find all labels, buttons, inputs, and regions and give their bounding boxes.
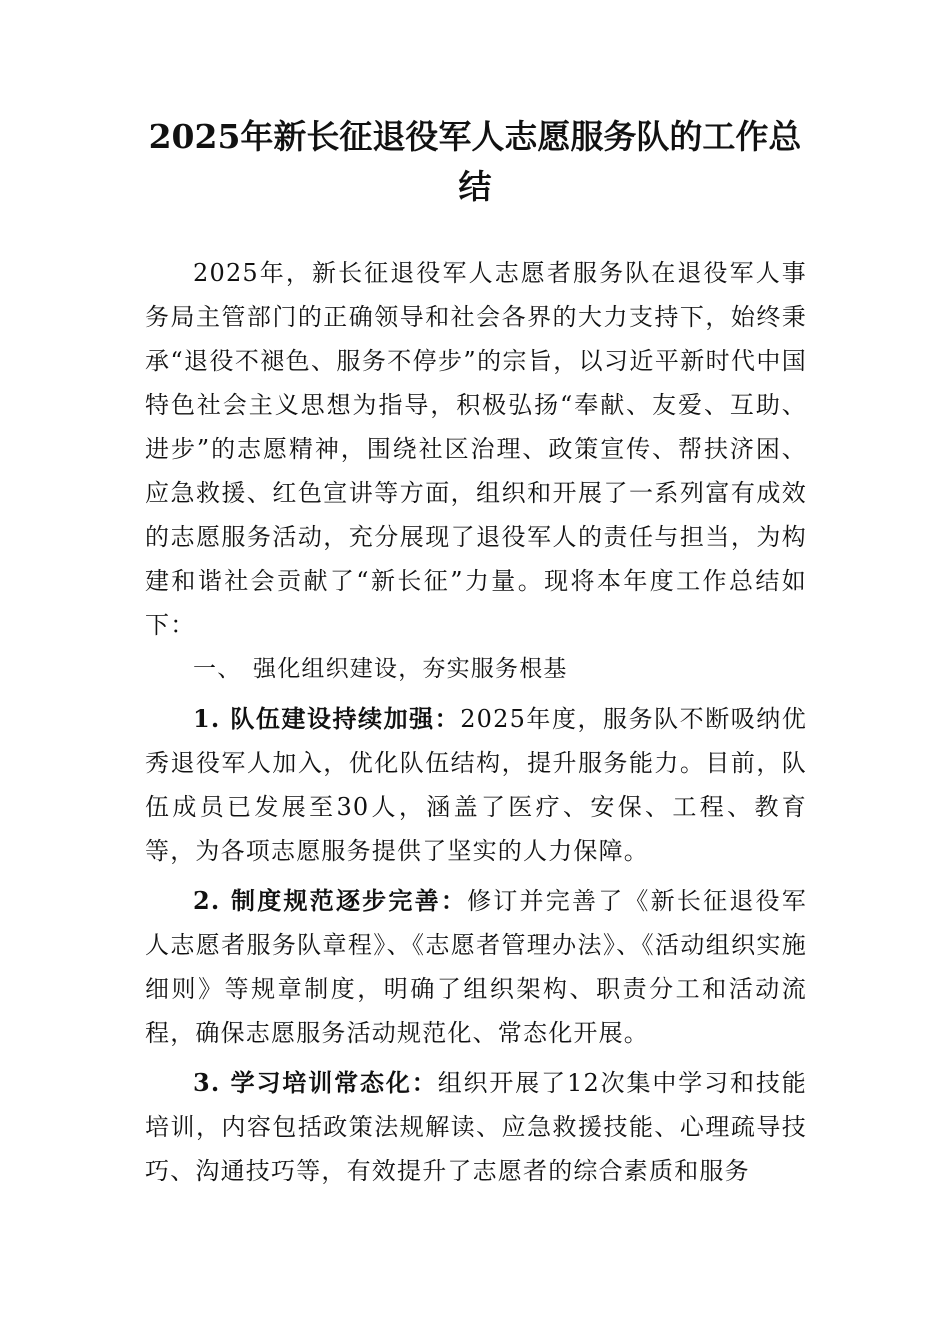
item-text: 组织开展了12次集中学习和技能培训，内容包括政策法规解读、应急救援技能、心理疏导技巧、沟通技巧等，有效提升了志愿者的综合素质和服务	[145, 1069, 807, 1185]
item-text: 2025年度，服务队不断吸纳优秀退役军人加入，优化队伍结构，提升服务能力。目前，队伍成员已发展至30人，涵盖了医疗、安保、工程、教育等，为各项志愿服务提供了坚实的人力保障。	[145, 705, 808, 865]
section-title: 强化组织建设，夯实服务根基	[253, 656, 568, 682]
list-item	[145, 697, 807, 873]
section-heading	[145, 647, 807, 691]
document-title: 2025年新长征退役军人志愿服务队的工作总结	[148, 117, 802, 206]
item-lead: 1. 队伍建设持续加强：	[193, 704, 461, 733]
list-item	[145, 879, 807, 1055]
item-lead: 2. 制度规范逐步完善：	[193, 886, 468, 915]
intro-paragraph: 2025年，新长征退役军人志愿者服务队在退役军人事务局主管部门的正确领导和社会各界的大力支持下，始终秉承“退役不褪色、服务不停步”的宗旨，以习近平新时代中国特色社会主义思想为指导，积极弘扬“奉献、友爱、互助、进步”的志愿精神，围绕社区治理、政策宣传、帮扶济困、应急救援、红色宣讲等方面，组织和开展了一系列富有成效的志愿服务活动，充分展现了退役军人的责任与担当，为构建和谐社会贡献了“新长征”力量。现将本年度工作总结如下：	[145, 259, 807, 639]
item-lead: 3. 学习培训常态化：	[193, 1068, 438, 1097]
document-body	[145, 251, 807, 1193]
list-item	[145, 1061, 807, 1193]
item-text: 修订并完善了《新长征退役军人志愿者服务队章程》、《志愿者管理办法》、《活动组织实施细则》等规章制度，明确了组织架构、职责分工和活动流程，确保志愿服务活动规范化、常态化开展。	[145, 887, 807, 1047]
section-number: 一、	[193, 656, 242, 682]
